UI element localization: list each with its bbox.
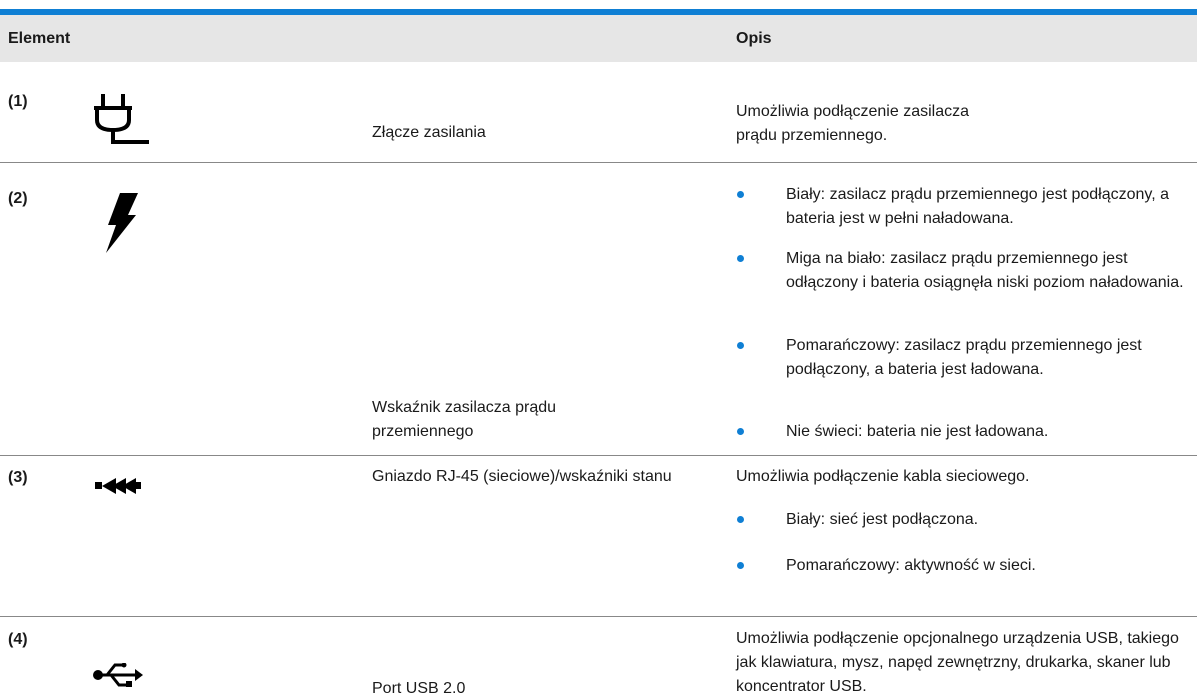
column-header-opis: Opis [736,30,772,47]
bullet-icon [737,342,744,349]
element-name: Wskaźnik zasilacza prądu przemiennego [372,399,557,440]
row-number: (3) [8,469,28,486]
row-number: (2) [8,190,28,207]
table-row-4 [0,617,1197,694]
bullet-icon [737,562,744,569]
network-jack-icon [95,474,141,501]
table-row-2: (2) Wskaźnik zasilacza prądu przemiennego Biały: zasilacz prądu przemiennego jest podłączony, a bateria jest w pełni naładowana. Miga na biało: zasilacz prądu przemiennego jest odłączony i bateria osiągnęła niski poziom naładowania. Pomarańczowy: zasilacz prądu przemiennego jest podłączony, a bateria jest ładowana. Nie świeci: bateria nie jest ładowana. [0,163,1197,456]
element-name: Port USB 2.0 [372,680,466,694]
column-header-element: Element [8,30,71,47]
lightning-bolt-icon [100,193,140,258]
element-description: Umożliwia podłączenie zasilacza prądu przemiennego. [736,103,969,144]
element-name: Gniazdo RJ-45 (sieciowe)/wskaźniki stanu [372,468,672,485]
element-name: Złącze zasilania [372,124,486,141]
bullet-icon [737,516,744,523]
element-description: Umożliwia podłączenie opcjonalnego urządzenia USB, takiego jak klawiatura, mysz, napęd zewnętrzny, drukarka, skaner lub koncentrator USB. [736,630,1179,694]
row-number: (4) [8,631,28,648]
element-description: Umożliwia podłączenie kabla sieciowego. [736,468,1030,485]
row-number: (1) [8,93,28,110]
table-row-1 [0,62,1197,163]
table-row-3: (3) Gniazdo RJ-45 (sieciowe)/wskaźniki stanu Umożliwia podłączenie kabla sieciowego. Biały: sieć jest podłączona. Pomarańczowy: aktywność w sieci. [0,456,1197,617]
bullet-icon [737,191,744,198]
power-plug-icon [89,88,151,155]
bullet-icon [737,255,744,262]
table-header [0,15,1197,62]
bullet-icon [737,428,744,435]
usb-icon [93,663,143,692]
